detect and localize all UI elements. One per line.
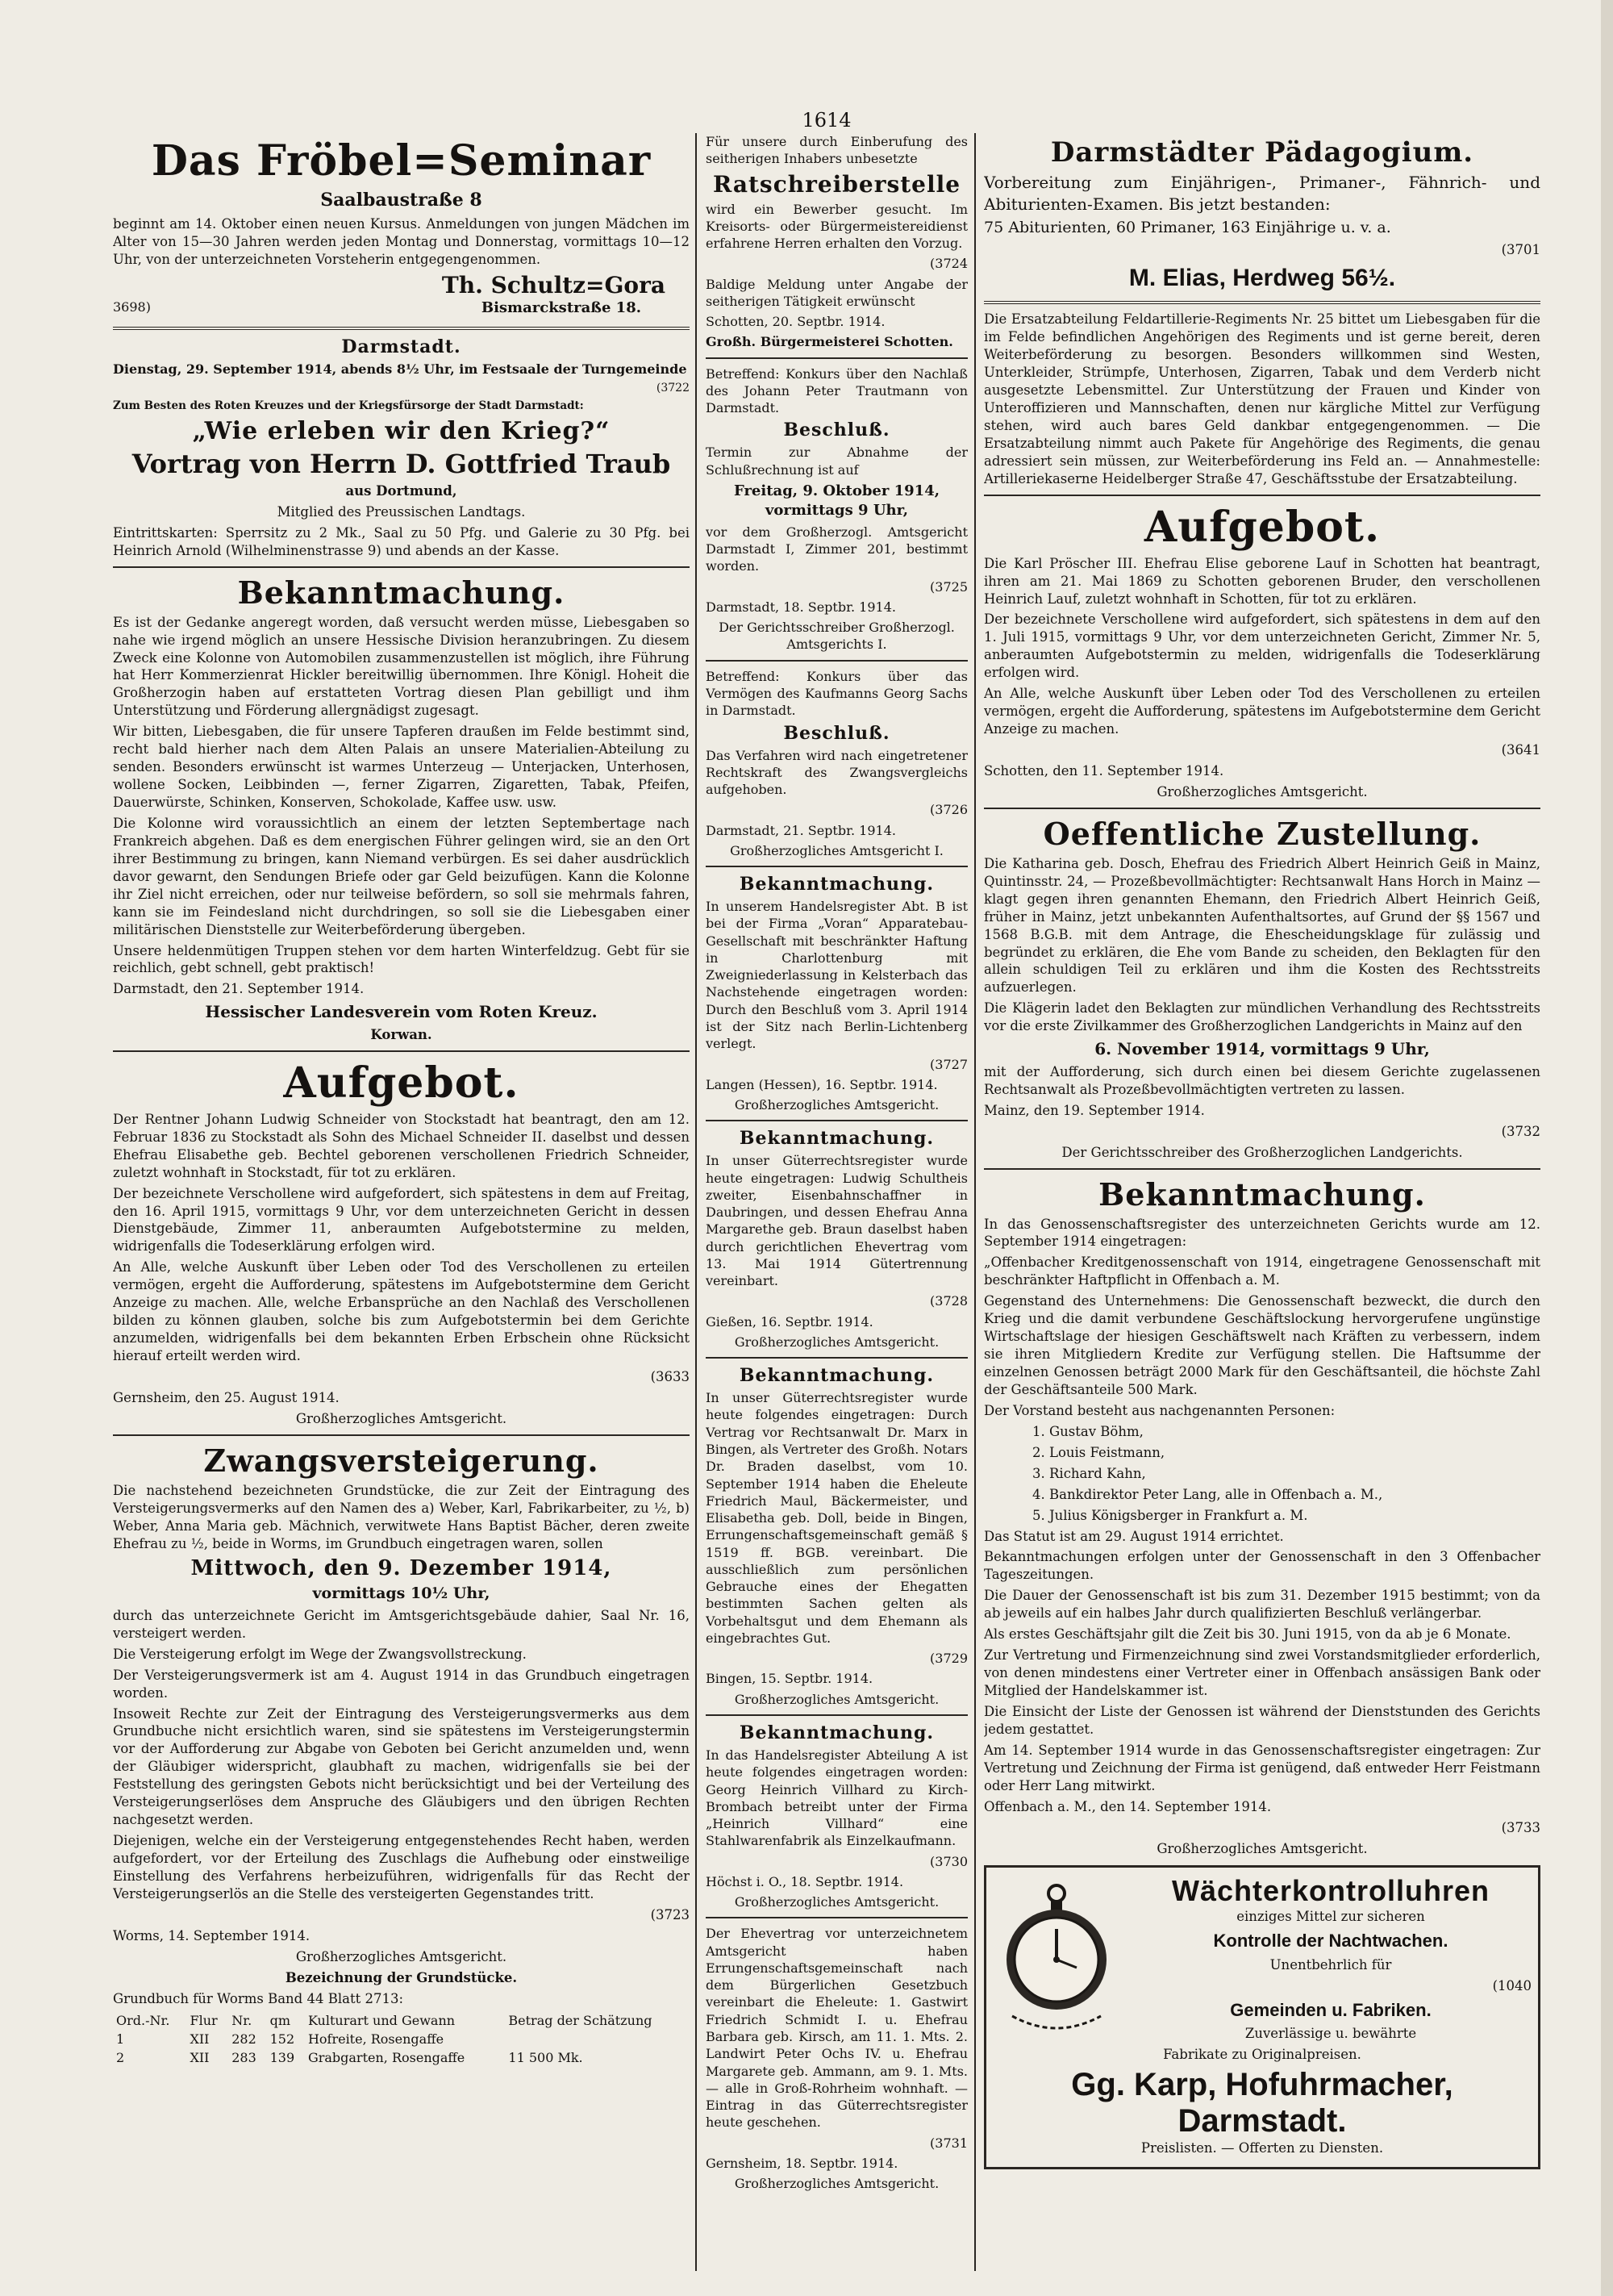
schmidt-date: Gernsheim, 18. Septbr. 1914. [706, 2155, 898, 2171]
divider [984, 301, 1540, 304]
zwang-p3: Die Versteigerung erfolgt im Wege der Zwangsvollstreckung. [113, 1646, 527, 1662]
aufgebot3-p1: Die Karl Pröscher III. Ehefrau Elise geborene Lauf in Schotten hat beantragt, ihren am 21. Mai 1869 zu Schotten geborenen Bruder, den verschollenen Heinrich Lauf, zuletzt wohnhaft in Schotten, für tot zu erklären. [984, 555, 1540, 607]
bekanntmachung-genossenschaft [984, 1176, 1540, 1858]
genossen-signer: Großherzogliches Amtsgericht. [1157, 1840, 1368, 1856]
genossen-member: 2. Louis Feistmann, [1032, 1444, 1165, 1460]
genossen-title: Bekanntmachung. [1098, 1175, 1426, 1213]
schultheis-signer: Großherzogliches Amtsgericht. [734, 1334, 940, 1350]
zustellung-p2: Die Klägerin ladet den Beklagten zur mündlichen Verhandlung des Rechtsstreits vor die erste Zivilkammer des Großherzoglichen Landgerichts in Mainz auf den [984, 1000, 1540, 1034]
divider [706, 660, 968, 662]
froebel-address: Saalbaustraße 8 [320, 190, 482, 211]
parcels-header: Ord.-Nr. [116, 2012, 170, 2028]
paed-line2: 75 Abiturienten, 60 Primaner, 163 Einjährige u. v. a. [984, 219, 1391, 237]
zwang-p5: Insoweit Rechte zur Zeit der Eintragung des Versteigerungsvermerks aus dem Grundbuche nicht ersichtlich waren, sind sie spätestens im Versteigerungstermin vor der Aufforderung zur Abgabe von Geboten bei Gericht anzumelden und, wenn der Gläubiger widerspricht, glaubhaft zu machen, widrigenfalls sie bei der Feststellung des geringsten Gebots nicht berücksichtigt und bei der Verteilung des Versteigerungserlöses dem Anspruche des Gläubigers und den übrigen Rechten nachgesetzt werden. [113, 1705, 690, 1828]
table-cell: 152 [269, 2031, 295, 2047]
voran-body: In unserem Handelsregister Abt. B ist bei der Firma „Voran“ Apparatebau-Gesellschaft mit beschränkter Haftung in Charlottenburg mit Zweigniederlassung in Kelsterbach das Nachstehende eingetragen worden: Durch den Beschluß vom 3. April 1914 ist der Sitz nach Berlin-Lichtenberg verlegt. [706, 899, 968, 1052]
schmidt-body: Der Ehevertrag vor unterzeichnetem Amtsgericht haben Errungenschaftsgemeinschaft nach dem Bürgerlichen Gesetzbuch vereinbart die Eheleute: 1. Gastwirt Friedrich Schmidt I. u. Ehefrau Barbara geb. Kirsch, am 11. 1. Mts. 2. Landwirt Peter Ochs IV. u. Ehefrau Margarete geb. Ammann, am 9. 1. Mts. — alle in Groß-Rohrheim wohnhaft. — Eintrag in das Güterrechtsregister heute geschehen. [706, 1926, 968, 2131]
divider [706, 357, 968, 359]
froebel-body: beginnt am 14. Oktober einen neuen Kursus. Anmeldungen von jungen Mädchen im Alter von 15—30 Jahren werden jeden Montag und Donnerstag, vormittags 10—12 Uhr, von der unterzeichneten Vorsteherin entgegengenommen. [113, 216, 690, 268]
divider [113, 1050, 690, 1052]
zustellung-date: Mainz, den 19. September 1914. [984, 1102, 1205, 1118]
zustellung-ref: (3732 [1501, 1123, 1540, 1139]
villhard-signer: Großherzogliches Amtsgericht. [734, 1894, 940, 1910]
schultheis-date: Gießen, 16. Septbr. 1914. [706, 1313, 873, 1330]
schmidt-ref: (3731 [930, 2135, 968, 2151]
zustellung-p3: mit der Aufforderung, sich durch einen bei diesem Gerichte zugelassenen Rechtsanwalt als Prozeßbevollmächtigten vertreten zu lassen. [984, 1063, 1540, 1097]
divider [113, 566, 690, 568]
zustellung-date-big: 6. November 1914, vormittags 9 Uhr, [1094, 1039, 1430, 1059]
ratschreiber-ad [706, 133, 968, 351]
aufgebot3-date: Schotten, den 11. September 1914. [984, 762, 1224, 779]
genossen-member: 5. Julius Königsberger in Frankfurt a. M. [1032, 1507, 1308, 1523]
froebel-signer-address: Bismarckstraße 18. [481, 299, 641, 317]
parcels-header-row [113, 2011, 690, 2030]
rat-ref: (3724 [930, 256, 968, 272]
bekanntmachung-schultheis [706, 1128, 968, 1350]
konkurs-traut [706, 365, 968, 653]
voran-date: Langen (Hessen), 16. Septbr. 1914. [706, 1076, 938, 1092]
aufgebot-p2: Der bezeichnete Verschollene wird aufgefordert, sich spätestens in dem auf Freitag, den 16. April 1915, vormittags 9 Uhr, vor dem unterzeichneten Gericht in dessen Dienstgebäude, Zimmer 11, anberaumten Aufgebotstermine zu melden, widrigenfalls die Todeserklärung erfolgen wird. [113, 1185, 690, 1254]
aufgebot3-p3: An Alle, welche Auskunft über Leben oder Tod des Verschollenen zu erteilen vermögen, ergeht die Aufforderung, spätestens im Aufgebotstermine dem Gericht Anzeige zu machen. [984, 686, 1540, 737]
divider [113, 1434, 690, 1436]
genossen-member: 1. Gustav Böhm, [1032, 1423, 1144, 1439]
zwangsversteigerung [113, 1442, 690, 2067]
zwang-title: Zwangsversteigerung. [203, 1442, 599, 1479]
karp-l4: Gemeinden u. Fabriken. [1230, 1999, 1432, 2020]
maul-signer: Großherzogliches Amtsgericht. [734, 1691, 940, 1707]
karp-signature: Gg. Karp, Hofuhrmacher, Darmstadt. [1071, 2066, 1453, 2139]
genossen-member: 3. Richard Kahn, [1032, 1465, 1146, 1481]
vortrag-member: Mitglied des Preussischen Landtags. [277, 503, 526, 520]
rat-signer: Großh. Bürgermeisterei Schotten. [706, 334, 953, 350]
zwang-p4: Der Versteigerungsvermerk ist am 4. August 1914 in das Grundbuch eingetragen worden. [113, 1667, 690, 1701]
zwang-ref: (3723 [650, 1906, 690, 1922]
karp-title: Wächterkontrolluhren [1171, 1874, 1490, 1908]
rat-body2: Baldige Meldung unter Angabe der seitherigen Tätigkeit erwünscht [706, 276, 968, 309]
divider [706, 1714, 968, 1716]
maul-body: In unser Güterrechtsregister wurde heute folgendes eingetragen: Durch Vertrag vor Rechtsanwalt Dr. Marx in Bingen, als Vertreter des Großh. Notars Dr. Braden daselbst, vom 10. September 1914 haben die Eheleute Friedrich Maul, Bäckermeister, und Elisabetha geb. Doll, beide in Bingen, Errungenschaftsgemeinschaft gemäß § 1519 ff. BGB. vereinbart. Die ausschließlich zum persönlichen Gebrauche eines der Ehegatten bestimmten Sachen gelten als Vorbehaltsgut und dem Ehemann als eingebrachtes Gut. [706, 1390, 968, 1646]
bekanntmachung-maul [706, 1365, 968, 1708]
zwang-p6: Diejenigen, welche ein der Versteigerung entgegenstehendes Recht haben, werden aufgefordert, vor der Erteilung des Zuschlags die Aufhebung oder einstweilige Einstellung des Verfahrens herbeizuführen, widrigenfalls für das Recht der Versteigerungserlös an die Stelle des versteigerten Gegenstandes tritt. [113, 1833, 690, 1902]
genossen-p7: Die Dauer der Genossenschaft ist bis zum 31. Dezember 1915 bestimmt; von da ab jeweils auf ein halbes Jahr durch qualifizierten Beschluß verlängerbar. [984, 1588, 1540, 1622]
traut-betreff: Betreffend: Konkurs über den Nachlaß des Johann Peter Trautmann von Darmstadt. [706, 365, 968, 416]
genossen-p2: „Offenbacher Kreditgenossenschaft von 1914, eingetragene Genossenschaft mit beschränkter Haftpflicht in Offenbach a. M. [984, 1254, 1540, 1288]
table-cell [505, 2030, 690, 2048]
table-row [113, 2048, 690, 2067]
parcels-header: Kulturart und Gewann [307, 2012, 456, 2028]
karp-ad [984, 1865, 1540, 2169]
table-cell: 2 [116, 2049, 125, 2065]
sachs-date: Darmstadt, 21. Septbr. 1914. [706, 822, 896, 838]
genossen-p11: Am 14. September 1914 wurde in das Genossenschaftsregister eingetragen: Zur Vertretung und Zeichnung der Firma ist genügend, daß entweder Herr Feistmann oder Herr Lang mitwirkt. [984, 1742, 1540, 1793]
aufgebot-title: Aufgebot. [283, 1058, 519, 1108]
paedagogium-ad [984, 136, 1540, 294]
parcels-header: Betrag der Schätzung [508, 2012, 652, 2028]
karp-ref: (1040 [1492, 1977, 1532, 1993]
ehevertrag-schmidt [706, 1925, 968, 2192]
vortrag-speaker: Vortrag von Herrn D. Gottfried Traub [131, 448, 671, 479]
aufgebot3-title: Aufgebot. [1144, 502, 1381, 552]
genossen-p3: Gegenstand des Unternehmens: Die Genossenschaft bezweckt, die durch den Krieg und die damit verbundene Geschäftslockung hervorgerufene ungünstige Wirtschaftslage der hiesigen Geschäftswelt nach Kräften zu verbessern, indem sie ihren Mitgliedern Kredite zur Verfügung stellen. Die Haftsumme der einzelnen Genossen beträgt 2000 Mark für den Geschäftsanteil, die höchste Zahl der Geschäftsanteile 500 Mark. [984, 1293, 1540, 1397]
paed-title: Darmstädter Pädagogium. [1050, 136, 1474, 169]
traut-date: Darmstadt, 18. Septbr. 1914. [706, 599, 896, 615]
rat-title: Ratschreiberstelle [712, 170, 961, 198]
sachs-body: Das Verfahren wird nach eingetretener Rechtskraft des Zwangsvergleichs aufgehoben. [706, 747, 968, 798]
genossen-p5: Das Statut ist am 29. August 1914 errichtet. [984, 1528, 1284, 1544]
bekanntmachung-p4: Unsere heldenmütigen Truppen stehen vor dem harten Winterfeldzug. Gebt für sie reichlich, gebt schnell, gebt praktisch! [113, 942, 690, 976]
maul-title: Bekanntmachung. [739, 1365, 935, 1387]
column-rule [695, 133, 697, 2271]
genossen-p4: Der Vorstand besteht aus nachgenannten Personen: [984, 1402, 1336, 1418]
divider [706, 1357, 968, 1359]
table-cell: XII [190, 2049, 210, 2065]
bekanntmachung-date: Darmstadt, den 21. September 1914. [113, 981, 365, 997]
genossen-member: 4. Bankdirektor Peter Lang, alle in Offenbach a. M., [1032, 1486, 1383, 1502]
divider [984, 808, 1540, 809]
vortrag-purpose: Zum Besten des Roten Kreuzes und der Kriegsfürsorge der Stadt Darmstadt: [113, 399, 584, 412]
bekanntmachung-signer: Hessischer Landesverein vom Roten Kreuz. [205, 1002, 598, 1022]
sachs-ref: (3726 [930, 802, 968, 818]
divider [706, 866, 968, 867]
page-number: 1614 [802, 109, 852, 131]
bekanntmachung-voran [706, 874, 968, 1113]
column-3 [984, 133, 1540, 2169]
aufgebot-p3: An Alle, welche Auskunft über Leben oder Tod des Verschollenen zu erteilen vermögen, ergeht die Aufforderung, spätestens im Aufgebotstermine dem Gericht Anzeige zu machen. Alle, welche Erbansprüche an den Nachlaß des Verschollenen bilden zu können glauben, solche bis zum Aufgebotstermin bei dem Gerichte anzumelden, widrigenfalls bei dem bekannten Erben Erbschein ohne Rücksicht hierauf erteilt werden wird. [113, 1259, 690, 1364]
karp-sub: Preislisten. — Offerten zu Diensten. [1140, 2139, 1384, 2156]
traut-body: Termin zur Abnahme der Schlußrechnung ist auf [706, 445, 968, 478]
aufgebot-ref: (3633 [650, 1368, 690, 1384]
karp-l3: Unentbehrlich für [1269, 1956, 1392, 1972]
bekanntmachung-p3: Die Kolonne wird voraussichtlich an einem der letzten Septembertage nach Frankreich abgehen. Daß es dem energischen Führer gelingen wird, sie an den Ort ihrer Bestimmung zu bringen, kann Niemand verbürgen. Es sei daher ausdrücklich davor gewarnt, den Sendungen Briefe oder gar Geld beizufügen. Kann die Kolonne ihr Ziel nicht erreichen, oder nur teilweise befördern, so soll sie mehrmals fahren, kann sie im Feindesland nicht durchdringen, so soll sie die Liebesgaben einer militärischen Dienststelle zur Weiterbeförderung übergeben. [113, 815, 690, 937]
zwang-p1: Die nachstehend bezeichneten Grundstücke, die zur Zeit der Eintragung des Versteigerungsvermerks auf den Namen des a) Weber, Karl, Fabrikarbeiter, zu ½, b) Weber, Anna Maria geb. Mächnich, verwitwete Hans Baptist Bächer, deren zweite Ehefrau zu ½, beide in Worms, im Grundbuch eingetragen waren, sollen [113, 1482, 690, 1551]
vortrag-city: Darmstadt. [341, 336, 461, 358]
rat-intro: Für unsere durch Einberufung des seitherigen Inhabers unbesetzte [706, 134, 968, 167]
genossen-date: Offenbach a. M., den 14. September 1914. [984, 1798, 1272, 1814]
karp-l5: Zuverlässige u. bewährte [1244, 2025, 1417, 2041]
table-cell: XII [190, 2031, 210, 2047]
vortrag-title: „Wie erleben wir den Krieg?“ [192, 416, 611, 445]
froebel-ad [113, 136, 690, 320]
zwang-signer: Großherzogliches Amtsgericht. [295, 1948, 507, 1964]
column-rule [974, 133, 976, 2271]
bekanntmachung-red-cross [113, 574, 690, 1044]
schmidt-signer: Großherzogliches Amtsgericht. [734, 2176, 940, 2192]
divider [984, 1168, 1540, 1170]
genossen-p8: Als erstes Geschäftsjahr gilt die Zeit bis 30. Juni 1915, von da ab je 6 Monate. [984, 1626, 1511, 1643]
konkurs-sachs [706, 668, 968, 859]
zwang-p2: durch das unterzeichnete Gericht im Amtsgerichtsgebäude dahier, Saal Nr. 16, versteigert werden. [113, 1607, 690, 1641]
zustellung-signer: Der Gerichtsschreiber des Großherzoglichen Landgerichts. [1061, 1144, 1463, 1160]
aufgebot3-p2: Der bezeichnete Verschollene wird aufgefordert, sich spätestens in dem auf den 1. Juli 1915, vormittags 9 Uhr, vor dem unterzeichneten Gericht, Zimmer Nr. 5, anberaumten Aufgebotstermin zu melden, widrigenfalls die Todeserklärung erfolgen wird. [984, 612, 1540, 681]
schultheis-ref: (3728 [930, 1293, 968, 1309]
froebel-title: Das Fröbel=Seminar [151, 136, 652, 186]
bekanntmachung-signer2: Korwan. [370, 1026, 432, 1042]
vortrag-origin: aus Dortmund, [345, 482, 457, 499]
divider [113, 327, 690, 330]
aufgebot-date: Gernsheim, den 25. August 1914. [113, 1389, 340, 1405]
table-cell: 282 [231, 2031, 256, 2047]
divider [706, 1917, 968, 1918]
vortrag-ad [113, 336, 690, 560]
vortrag-date-line: Dienstag, 29. September 1914, abends 8½ Uhr, im Festsaale der Turngemeinde [113, 361, 687, 378]
traut-title: Beschluß. [783, 420, 890, 441]
parcels-header: Nr. [231, 2012, 252, 2028]
karp-l2: Kontrolle der Nachtwachen. [1213, 1931, 1448, 1952]
genossen-ref: (3733 [1501, 1819, 1540, 1835]
vortrag-ref: (3722 [656, 382, 690, 395]
voran-signer: Großherzogliches Amtsgericht. [734, 1097, 940, 1113]
vortrag-tickets: Eintrittskarten: Sperrsitz zu 2 Mk., Saal zu 50 Pfg. und Galerie zu 30 Pfg. bei Heinrich Arnold (Wilhelminenstrasse 9) und abends an der Kasse. [113, 524, 690, 558]
traut-signer: Der Gerichtsschreiber Großherzogl. Amtsgerichts I. [719, 620, 955, 653]
aufgebot3-ref: (3641 [1501, 742, 1540, 758]
aufgebot-p1: Der Rentner Johann Ludwig Schneider von Stockstadt hat beantragt, den am 12. Februar 1836 zu Stockstadt als Sohn des Michael Schneider II. daselbst und dessen Ehefrau Elisabethe geb. Bechtel geborenen verschollenen Friedrich Schneider, zuletzt wohnhaft in Stockstadt, für tot zu erklären. [113, 1111, 690, 1180]
newspaper-page [113, 109, 1540, 2271]
zwang-date: Mittwoch, den 9. Dezember 1914, [190, 1555, 612, 1580]
maul-date: Bingen, 15. Septbr. 1914. [706, 1671, 873, 1687]
parcels-title: Bezeichnung der Grundstücke. [285, 1969, 518, 1985]
sachs-title: Beschluß. [783, 722, 890, 744]
maul-ref: (3729 [930, 1651, 968, 1667]
aufgebot3-signer: Großherzogliches Amtsgericht. [1157, 783, 1368, 799]
ersatzabteilung-notice [984, 311, 1540, 487]
villhard-body: In das Handelsregister Abteilung A ist heute folgendes eingetragen worden: Georg Heinrich Villhard zu Kirch-Brombach betreibt unter der Firma „Heinrich Villhard“ eine Stahlwarenfabrik als Einzelkaufmann. [706, 1747, 968, 1849]
villhard-ref: (3730 [930, 1853, 968, 1869]
table-cell: 139 [269, 2049, 295, 2065]
zustellung-p1: Die Katharina geb. Dosch, Ehefrau des Friedrich Albert Heinrich Geiß in Mainz, Quintinsstr. 24, — Prozeßbevollmächtigter: Rechtsanwalt Hans Horch in Mainz — klagt gegen ihren genannten Ehemann, den Friedrich Albert Heinrich Geiß, früher in Mainz, jetzt unbekannten Aufenthaltsortes, auf Grund der §§ 1567 und 1568 B.G.B. mit dem Antrage, die Ehescheidungsklage für zulässig und begründet zu erklären, die Ehe vom Bande zu scheiden, den Beklagten für den allein schuldigen Teil zu erklären und ihm die Kosten des Rechtsstreits aufzuerlegen. [984, 855, 1540, 996]
genossen-p1: In das Genossenschaftsregister des unterzeichneten Gerichts wurde am 12. September 1914 eingetragen: [984, 1216, 1540, 1250]
paed-sig: M. Elias, Herdweg 56½. [1128, 265, 1396, 292]
ersatz-body: Die Ersatzabteilung Feldartillerie-Regiments Nr. 25 bittet um Liebesgaben für die im Felde befindlichen Angehörigen des Regiments und ist gerne bereit, deren Weiterbeförderung zu besorgen. Besonders willkommen sind Westen, Unterkleider, Strümpfe, Unterhosen, Zigarren, Tabak und dem Verderb nicht ausgesetzte Lebensmittel. Zur Unterstützung der Frauen und Kinder von Unteroffizieren und Mannschaften, denen nur kärgliche Mittel zur Verfügung stehen, wird auch bares Geld dankbar entgegengenommen. — Die Ersatzabteilung nimmt auch Pakete für Angehörige des Regiments, die genau adressiert sein müssen, zur Weiterbeförderung ins Feld an. — Annahmestelle: Artilleriekaserne Heidelberger Straße 47, Geschäftsstube der Ersatzabteilung. [984, 311, 1540, 486]
villhard-title: Bekanntmachung. [739, 1722, 935, 1743]
oeffentliche-zustellung [984, 816, 1540, 1162]
bekanntmachung-p2: Wir bitten, Liebesgaben, die für unsere Tapferen draußen im Felde bestimmt sind, recht bald hierher nach dem Alten Palais an unsere Materialien-Abteilung zu senden. Besonders erwünscht ist warmes Unterzeug — Unterjacken, Unterhosen, wollene Socken, Leibbinden —, ferner Zigarren, Zigaretten, Tabak, Pfeifen, Dauerwürste, Schinken, Konserven, Schokolade, Kaffee usw. usw. [113, 724, 690, 811]
genossen-p9: Zur Vertretung und Firmenzeichnung sind zwei Vorstandsmitglieder erforderlich, von denen mindestens einer Vertreter einer in Offenbach ansässigen Bank oder Mitglied der Handelskammer ist. [984, 1647, 1540, 1698]
table-cell: Hofreite, Rosengaffe [307, 2031, 444, 2047]
column-1 [113, 133, 690, 2067]
traut-ref: (3725 [930, 578, 968, 595]
froebel-signer: Th. Schultz=Gora [441, 272, 665, 299]
bekanntmachung-villhard [706, 1722, 968, 1910]
schultheis-body: In unser Güterrechtsregister wurde heute eingetragen: Ludwig Schultheis zweiter, Eisenbahnschaffner in Daubringen, und dessen Ehefrau Anna Margarethe geb. Braun daselbst haben durch gerichtlichen Ehevertrag vom 13. Mai 1914 Gütertrennung vereinbart. [706, 1153, 968, 1289]
table-cell: 1 [116, 2031, 125, 2047]
rat-body: wird ein Bewerber gesucht. Im Kreisorts- oder Bürgermeistereidienst erfahrene Herren erhalten den Vorzug. [706, 201, 968, 252]
karp-l6: Fabrikate zu Originalpreisen. [1163, 2046, 1361, 2062]
genossen-p6: Bekanntmachungen erfolgen unter der Genossenschaft in den 3 Offenbacher Tageszeitungen. [984, 1549, 1540, 1583]
table-row [113, 2030, 690, 2048]
zwang-time: vormittags 10½ Uhr, [312, 1584, 490, 1602]
table-cell: 283 [231, 2049, 256, 2065]
zwang-date-line: Worms, 14. September 1914. [113, 1927, 311, 1943]
parcels-table [113, 2011, 690, 2067]
schultheis-title: Bekanntmachung. [739, 1128, 935, 1150]
divider [706, 1120, 968, 1121]
bekanntmachung-p1: Es ist der Gedanke angeregt worden, daß versucht werden müsse, Liebesgaben so nahe wie irgend möglich an unsere Hessische Division heranzubringen. Zu diesem Zweck eine Kolonne von Automobilen zusammenzustellen ist möglich, ihre Führung hat Herr Kommerzienrat Hickler bereitwillig übernommen. Ihre Königl. Hoheit die Großherzogin haben auf erstatteten Vortrag diesen Plan gebilligt und ihm Unterstützung und Förderung allergnädigst zugesagt. [113, 614, 690, 719]
froebel-ref: 3698) [113, 299, 151, 315]
table-cell: Grabgarten, Rosengaffe [307, 2049, 465, 2065]
parcels-header: Flur [190, 2012, 218, 2028]
villhard-date: Höchst i. O., 18. Septbr. 1914. [706, 1873, 904, 1889]
sachs-signer: Großherzogliches Amtsgericht I. [730, 842, 944, 858]
divider [984, 495, 1540, 496]
aufgebot-lauf [984, 503, 1540, 801]
zustellung-title: Oeffentliche Zustellung. [1043, 815, 1482, 852]
sachs-betreff: Betreffend: Konkurs über das Vermögen des Kaufmanns Georg Sachs in Darmstadt. [706, 668, 968, 719]
traut-body2: vor dem Großherzogl. Amtsgericht Darmstadt I, Zimmer 201, bestimmt worden. [706, 524, 968, 574]
rat-date: Schotten, 20. Septbr. 1914. [706, 314, 886, 330]
paed-ref: (3701 [1501, 242, 1540, 258]
traut-date-big: Freitag, 9. Oktober 1914, vormittags 9 Uhr, [733, 482, 940, 519]
table-cell: 11 500 Mk. [508, 2049, 583, 2065]
voran-title: Bekanntmachung. [739, 874, 935, 895]
column-2 [706, 133, 968, 2195]
pocket-watch-icon [996, 1879, 1117, 2040]
bekanntmachung-title: Bekanntmachung. [237, 574, 565, 611]
karp-l1: einziges Mittel zur sicheren [1236, 1909, 1425, 1925]
aufgebot-schneider [113, 1058, 690, 1428]
adjacent-page-edge [1601, 0, 1613, 2296]
paed-line1: Vorbereitung zum Einjährigen-, Primaner-, Fähnrich- und Abiturienten-Examen. Bis jetzt bestanden: [984, 173, 1540, 214]
genossen-p10: Die Einsicht der Liste der Genossen ist während der Dienststunden des Gerichts jedem gestattet. [984, 1703, 1540, 1737]
aufgebot-signer: Großherzogliches Amtsgericht. [295, 1410, 507, 1426]
parcels-header: qm [269, 2012, 291, 2028]
voran-ref: (3727 [930, 1056, 968, 1072]
parcels-intro: Grundbuch für Worms Band 44 Blatt 2713: [113, 1990, 404, 2006]
